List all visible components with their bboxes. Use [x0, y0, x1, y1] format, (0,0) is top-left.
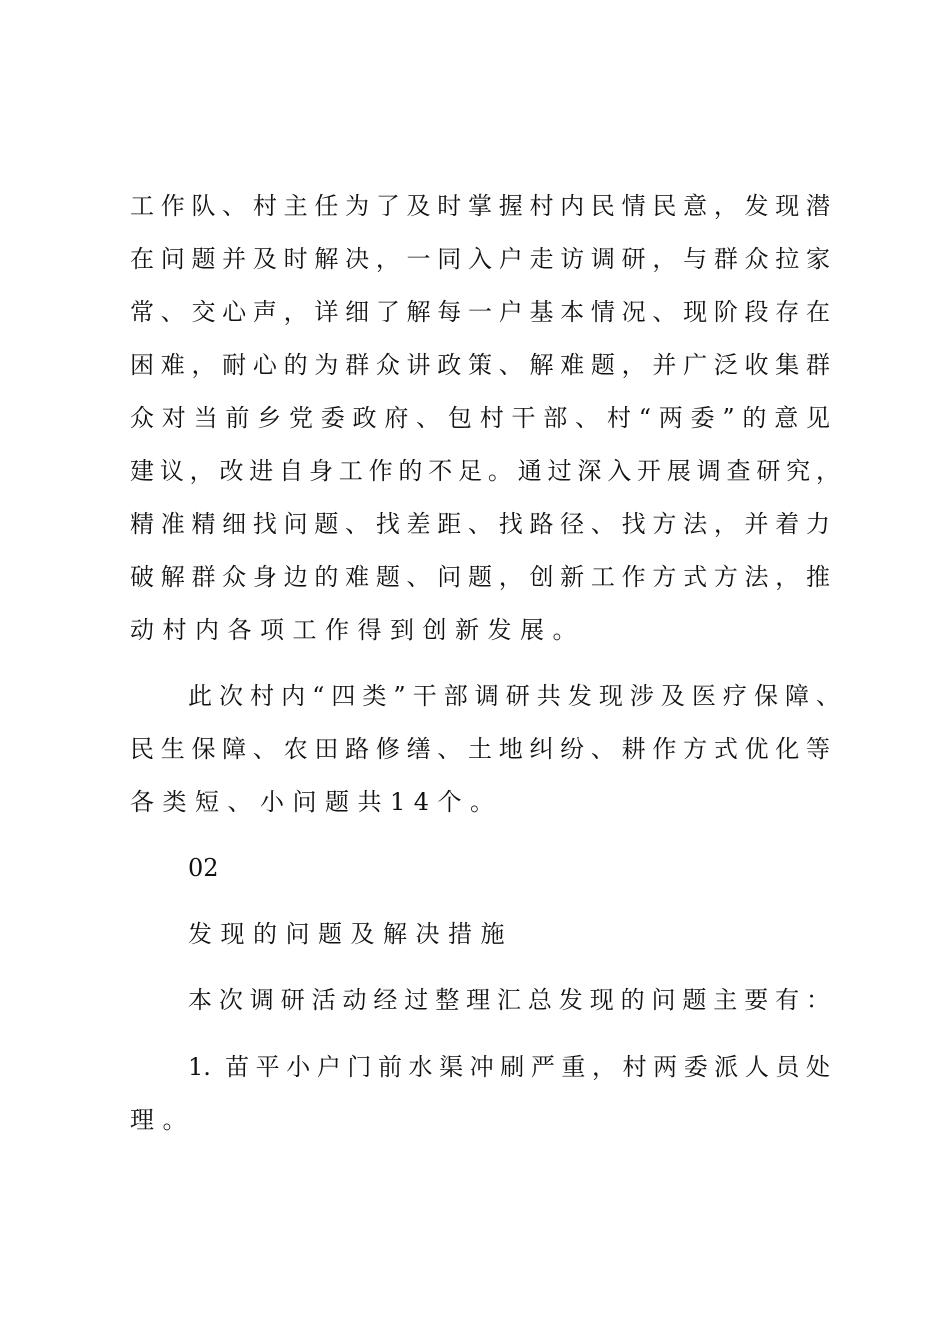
text-line: 各类短、小问题共14个。 [130, 788, 503, 816]
text-line: 在问题并及时解决，一同入户走访调研，与群众拉家 [130, 245, 830, 273]
text-line: 民生保障、农田路修缮、土地纠纷、耕作方式优化等 [130, 735, 830, 763]
text-line: 建议，改进自身工作的不足。通过深入开展调查研究， [130, 457, 840, 485]
text-line: 众对当前乡党委政府、包村干部、村“两委”的意见 [130, 404, 830, 432]
text-line: 此次村内“四类”干部调研共发现涉及医疗保障、 [188, 682, 840, 710]
paragraph-problems-intro: 本次调研活动经过整理汇总发现的问题主要有： [188, 986, 830, 1014]
text-line: 常、交心声，详细了解每一户基本情况、现阶段存在 [130, 298, 830, 326]
text-line: 1. 苗平小户门前水渠冲刷严重，村两委派人员处 [188, 1053, 830, 1081]
section-title: 发现的问题及解决措施 [188, 920, 513, 948]
text-line: 工作队、村主任为了及时掌握村内民情民意，发现潜 [130, 192, 830, 220]
section-number: 02 [188, 854, 219, 882]
text-line: 破解群众身边的难题、问题，创新工作方式方法，推 [130, 563, 830, 591]
text-line: 困难，耐心的为群众讲政策、解难题，并广泛收集群 [130, 351, 830, 379]
text-line: 精准精细找问题、找差距、找路径、找方法，并着力 [130, 510, 830, 538]
text-line: 理。 [130, 1106, 195, 1134]
text-line: 动村内各项工作得到创新发展。 [130, 616, 585, 644]
